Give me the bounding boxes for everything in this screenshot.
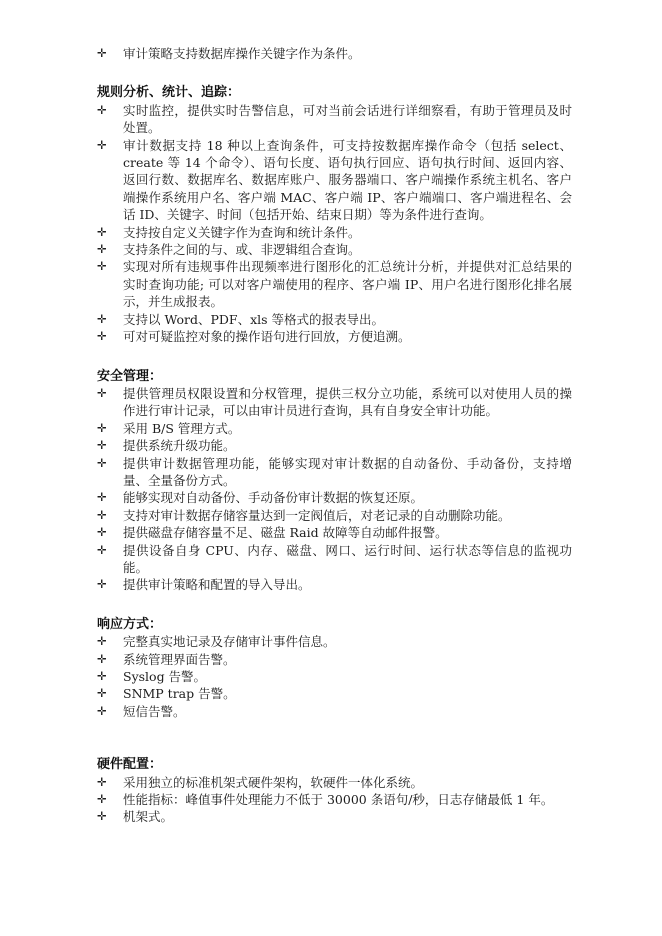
list-item-text: 提供管理员权限设置和分权管理，提供三权分立功能，系统可以对使用人员的操作进行审计记录，可以由审计员进行查询，具有自身安全审计功能。 [123, 385, 572, 419]
list-item-text: 支持对审计数据存储容量达到一定阀值后，对老记录的自动删除功能。 [123, 507, 511, 523]
list-item-text: 提供审计策略和配置的导入导出。 [123, 577, 311, 593]
list-item [97, 137, 572, 224]
bullet-icon: ✛ [97, 809, 107, 824]
list-item [97, 437, 572, 454]
list-item [97, 489, 572, 506]
list-item [97, 455, 572, 490]
list-item-text: SNMP trap 告警。 [123, 686, 236, 702]
list-item-text: 审计策略支持数据库操作关键字作为条件。 [123, 46, 361, 61]
bullet-icon: ✛ [97, 703, 107, 718]
bullet-list [97, 102, 572, 346]
list-item [97, 576, 572, 593]
list-item-text: 提供设备自身 CPU、内存、磁盘、网口、运行时间、运行状态等信息的监视功能。 [123, 542, 572, 575]
list-item-text: 实时监控，提供实时告警信息，可对当前会话进行详细察看，有助于管理员及时处置。 [123, 102, 572, 136]
list-item [97, 791, 572, 808]
list-item-text: 审计数据支持 18 种以上查询条件，可支持按数据库操作命令（包括 select、create 等 14 个命令）、语句长度、语句执行回应、语句执行时间、返回内容、返回行数、数据库名、数据库账户、服务器端口、客户端操作系统主机名、客户端操作系统用户名、客户端 MAC、客户端 IP、客户端端口、客户端进程名、会话 ID、关键字、时间（包括开始、结束日期）等为条件进行查询。 [123, 137, 572, 223]
list-item [97, 258, 572, 310]
bullet-icon: ✛ [97, 385, 107, 400]
document-section [97, 84, 572, 345]
bullet-list [97, 633, 572, 720]
bullet-icon: ✛ [97, 686, 107, 701]
list-item-text: 提供磁盘存储容量不足、磁盘 Raid 故障等自动邮件报警。 [123, 525, 448, 541]
list-item [97, 703, 572, 720]
bullet-icon: ✛ [97, 490, 107, 505]
list-item-text: 实现对所有违规事件出现频率进行图形化的汇总统计分析，并提供对汇总结果的实时查询功能; 可以对客户端使用的程序、客户端 IP、用户名进行图形化排名展示，并生成报表。 [123, 259, 572, 310]
bullet-icon: ✛ [97, 420, 107, 435]
bullet-icon: ✛ [97, 651, 107, 666]
bullet-list [97, 385, 572, 594]
bullet-icon: ✛ [97, 525, 107, 540]
document-section [97, 616, 572, 720]
list-item-text: 支持以 Word、PDF、xls 等格式的报表导出。 [123, 311, 385, 327]
list-item-text: 短信告警。 [123, 703, 186, 719]
document-section [97, 368, 572, 594]
bullet-icon: ✛ [97, 792, 107, 807]
list-item [97, 685, 572, 702]
list-item [97, 774, 572, 791]
bullet-icon: ✛ [97, 577, 107, 592]
list-item [97, 808, 572, 825]
section-heading: 响应方式： [97, 616, 163, 632]
list-item [97, 507, 572, 524]
bullet-icon: ✛ [97, 507, 107, 522]
section-heading: 硬件配置： [97, 757, 163, 773]
bullet-icon: ✛ [97, 455, 107, 470]
section-heading: 规则分析、统计、追踪： [97, 85, 241, 101]
list-item-text: 可对可疑监控对象的操作语句进行回放，方便追溯。 [123, 329, 411, 345]
bullet-icon: ✛ [97, 774, 107, 789]
list-item [97, 633, 572, 650]
list-item-text: 采用独立的标准机架式硬件架构，软硬件一体化系统。 [123, 774, 424, 790]
list-item-text: 完整真实地记录及存储审计事件信息。 [123, 634, 336, 650]
list-item [97, 328, 572, 345]
list-item-text: 系统管理界面告警。 [123, 651, 236, 667]
bullet-icon: ✛ [97, 634, 107, 649]
bullet-icon: ✛ [97, 46, 107, 60]
bullet-icon: ✛ [97, 224, 107, 239]
section-heading: 安全管理： [97, 368, 163, 384]
bullet-list [97, 45, 572, 62]
list-item [97, 668, 572, 685]
bullet-list [97, 774, 572, 826]
list-item-text: 支持按自定义关键字作为查询和统计条件。 [123, 224, 361, 240]
list-item-text: 提供审计数据管理功能，能够实现对审计数据的自动备份、手动备份，支持增量、全量备份方式。 [123, 455, 572, 488]
list-item-text: 机架式。 [123, 809, 174, 825]
document-section [97, 756, 572, 826]
bullet-icon: ✛ [97, 669, 107, 683]
list-item [97, 542, 572, 577]
list-item-text: 性能指标：峰值事件处理能力不低于 30000 条语句/秒，日志存储最低 1 年。 [123, 792, 554, 808]
list-item [97, 102, 572, 137]
bullet-icon: ✛ [97, 242, 107, 257]
list-item [97, 385, 572, 420]
list-item-text: 能够实现对自动备份、手动备份审计数据的恢复还原。 [123, 490, 424, 506]
document-content [97, 45, 572, 826]
bullet-icon: ✛ [97, 542, 107, 557]
list-item [97, 45, 572, 62]
list-item [97, 311, 572, 328]
bullet-icon: ✛ [97, 438, 107, 453]
bullet-icon: ✛ [97, 311, 107, 326]
list-item [97, 524, 572, 541]
bullet-icon: ✛ [97, 102, 107, 117]
bullet-icon: ✛ [97, 259, 107, 274]
list-item-text: Syslog 告警。 [123, 669, 207, 684]
list-item-text: 提供系统升级功能。 [123, 438, 236, 454]
list-item [97, 420, 572, 437]
list-item [97, 224, 572, 241]
list-item [97, 241, 572, 258]
bullet-icon: ✛ [97, 329, 107, 344]
bullet-icon: ✛ [97, 137, 107, 152]
list-item-text: 采用 B/S 管理方式。 [123, 420, 241, 436]
list-item-text: 支持条件之间的与、或、非逻辑组合查询。 [123, 242, 361, 258]
list-item [97, 651, 572, 668]
